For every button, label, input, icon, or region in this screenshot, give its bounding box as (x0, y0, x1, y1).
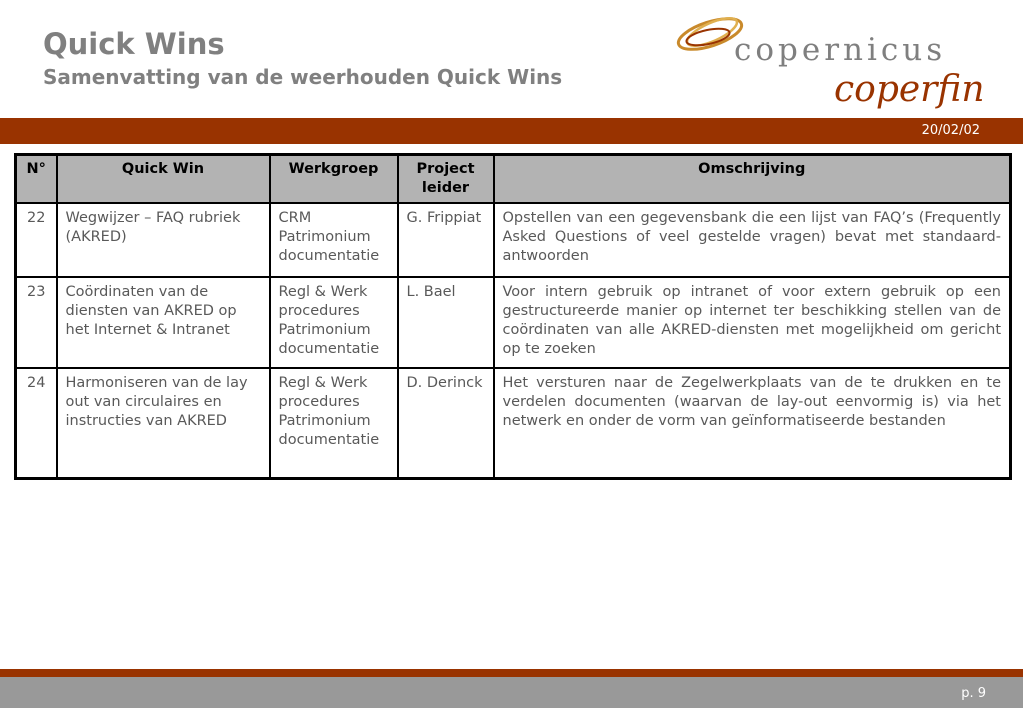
cell-werkgroep: CRM Patrimonium documentatie (270, 203, 398, 277)
col-header-number: N° (16, 155, 57, 204)
cell-quick-win: Wegwijzer – FAQ rubriek (AKRED) (57, 203, 270, 277)
cell-number: 23 (16, 277, 57, 368)
col-header-project-leider: Project leider (398, 155, 494, 204)
cell-quick-win: Coördinaten van de diensten van AKRED op het Internet & Intranet (57, 277, 270, 368)
quick-wins-table (14, 153, 1012, 480)
page-title: Quick Wins (43, 27, 225, 61)
logo-copernicus-text: copernicus (734, 32, 947, 68)
cell-project-leider: L. Bael (398, 277, 494, 368)
footer-accent-line (0, 669, 1023, 677)
cell-omschrijving: Voor intern gebruik op intranet of voor extern gebruik op een gestructureerde manier op internet ter beschikking stellen van de coördinaten van alle AKRED-diensten met mogelijkheid om gericht op te zoeken (494, 277, 1011, 368)
table-header-row (16, 155, 1011, 204)
copernicus-coperfin-logo (674, 8, 1014, 116)
table-row (16, 368, 1011, 478)
header-band (0, 118, 1023, 144)
cell-werkgroep: Regl & Werk procedures Patrimonium documentatie (270, 368, 398, 478)
col-header-omschrijving: Omschrijving (494, 155, 1011, 204)
cell-omschrijving: Het versturen naar de Zegelwerkplaats van de te drukken en te verdelen documenten (waarvan de lay-out eenvormig is) via het netwerk en onder de vorm van geïnformatiseerde bestanden (494, 368, 1011, 478)
cell-quick-win: Harmoniseren van de lay out van circulaires en instructies van AKRED (57, 368, 270, 478)
cell-number: 24 (16, 368, 57, 478)
col-header-werkgroep: Werkgroep (270, 155, 398, 204)
logo-coperfin-text: coperfin (834, 69, 985, 110)
footer-band (0, 677, 1023, 708)
page-subtitle: Samenvatting van de weerhouden Quick Wins (43, 65, 563, 89)
cell-project-leider: D. Derinck (398, 368, 494, 478)
cell-project-leider: G. Frippiat (398, 203, 494, 277)
date-label: 20/02/02 (921, 123, 980, 138)
table-row (16, 203, 1011, 277)
cell-werkgroep: Regl & Werk procedures Patrimonium documentatie (270, 277, 398, 368)
cell-omschrijving: Opstellen van een gegevensbank die een lijst van FAQ’s (Frequently Asked Questions of veel gestelde vragen) bevat met standaard-antwoorden (494, 203, 1011, 277)
cell-number: 22 (16, 203, 57, 277)
col-header-quick-win: Quick Win (57, 155, 270, 204)
page-number: p. 9 (961, 686, 986, 701)
table-row (16, 277, 1011, 368)
